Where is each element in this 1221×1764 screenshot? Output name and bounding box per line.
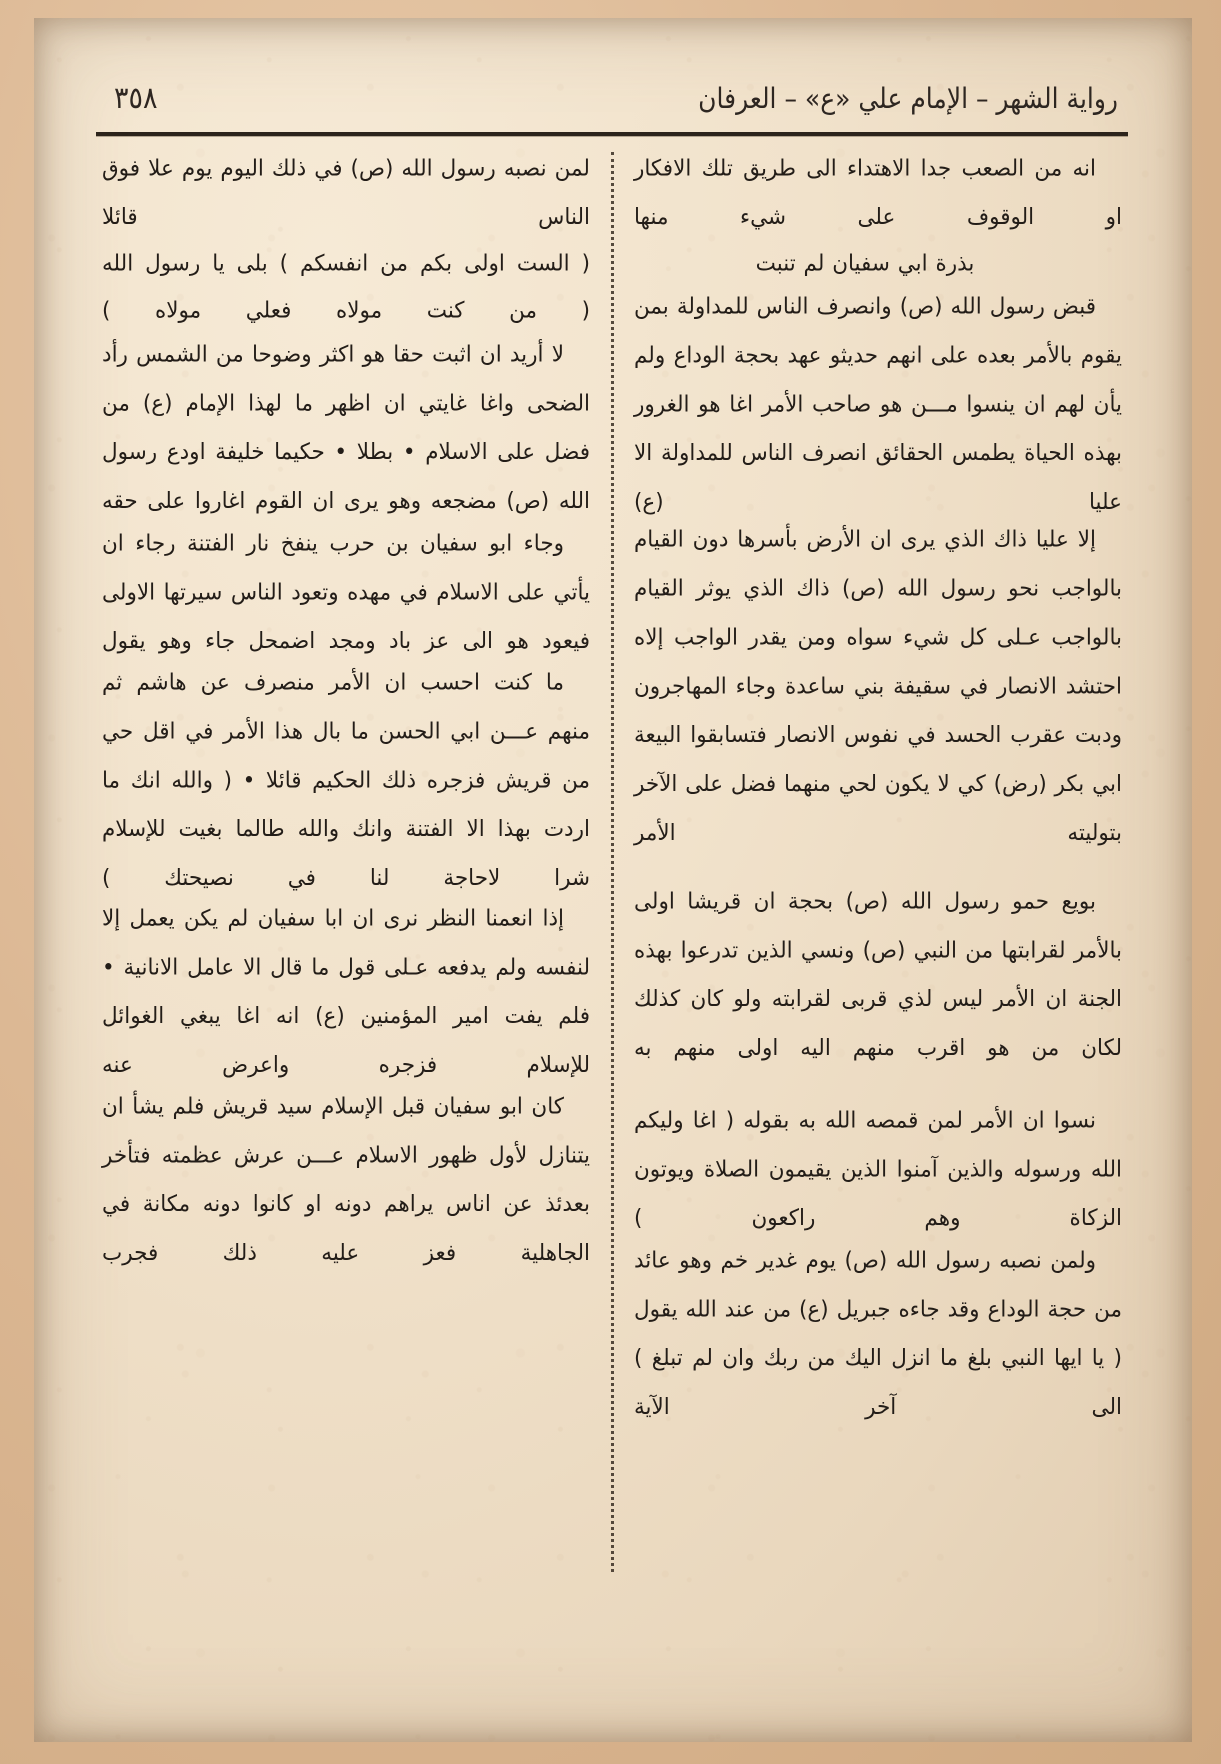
paragraph-quran-quote: نسوا ان الأمر لمن قمصه الله به بقوله ( اغا وليكم الله ورسوله والذين آمنوا الذين يقيمون الصلاة ويوتون الزكاة وهم راكعون ) xyxy=(634,1107,1122,1232)
column-right xyxy=(612,146,1128,1691)
paragraph: لا أريد ان اثبت حقا هو اكثر وضوحا من الشمس رأد الضحى واغا غايتي ان اظهر ما لهذا الإمام (ع) من فضل على الاسلام • بطلا • حكيما خليفة اودع رسول الله (ص) مضجعه وهو يرى ان القوم اغاروا على حقه xyxy=(102,341,590,515)
paragraph: وجاء ابو سفيان بن حرب ينفخ نار الفتنة رجاء ان يأتي على الاسلام في مهده وتعود الناس سيرتها الاولى فيعود هو الى عز باد ومجد اضمحل جاء وهو يقول xyxy=(102,530,590,655)
paragraph-hadith-quote: ( من كنت مولاه فعلي مولاه ) xyxy=(102,297,590,324)
column-left xyxy=(96,146,612,1691)
paragraph: لمن نصبه رسول الله (ص) في ذلك اليوم يوم علا فوق الناس قائلا xyxy=(102,155,590,231)
page-body xyxy=(96,146,1128,1691)
paragraph: ما كنت احسب ان الأمر منصرف عن هاشم ثم منهم عـــن ابي الحسن ما بال هذا الأمر في اقل حي من قريش فزجره ذلك الحكيم قائلا • ( والله انك ما اردت بهذا الا الفتنة وانك والله طالما بغيت للإسلام شرا لاحاجة لنا في نصيحتك ) xyxy=(102,669,590,892)
paragraph: بويع حمو رسول الله (ص) بحجة ان قريشا اولى بالأمر لقرابتها من النبي (ص) ونسي الذين تدرعوا بهذه الجنة ان الأمر ليس لذي قربى لقرابته ولو كان كذلك لكان من هو اقرب منهم اليه اولى منهم به xyxy=(634,888,1122,1062)
paragraph: كان ابو سفيان قبل الإسلام سيد قريش فلم يشأ ان يتنازل لأول ظهور الاسلام عـــن عرش عظمته فتأخر بعدئذ عن اناس يراهم دونه او كانوا دونه مكانة في الجاهلية فعز عليه ذلك فجرب xyxy=(102,1093,590,1267)
section-ornament-heading: بذرة ابي سفيان لم تنبت xyxy=(755,250,975,277)
paragraph: إلا عليا ذاك الذي يرى ان الأرض بأسرها دون القيام بالواجب نحو رسول الله (ص) ذاك الذي يوثر القيام بالواجب عـلى كل شيء سواه ومن يقدر الواجب إلاه احتشد الانصار في سقيفة بني ساعدة وجاء المهاجرون ودبت عقرب الحسد في نفوس الانصار فتسابقوا البيعة ابي بكر (رض) كي لا يكون لحي منهما فضل على الآخر بتوليته الأمر xyxy=(634,526,1122,847)
running-header xyxy=(108,70,1118,126)
header-rule-divider xyxy=(96,132,1128,136)
paragraph: انه من الصعب جدا الاهتداء الى طريق تلك الافكار او الوقوف على شيء منها xyxy=(634,155,1122,231)
paragraph-quran-quote: ولمن نصبه رسول الله (ص) يوم غدير خم وهو عائد من حجة الوداع وقد جاءه جبريل (ع) من عند الله يقول ( يا ايها النبي بلغ ما انزل اليك من ربك وان لم تبلغ ) الى آخر الآية xyxy=(634,1247,1122,1421)
page-number: ٣٥٨ xyxy=(114,80,158,116)
paragraph-spacer xyxy=(634,1069,1122,1099)
header-title: رواية الشهر – الإمام علي «ع» – العرفان xyxy=(698,81,1118,115)
paragraph: إذا انعمنا النظر نرى ان ابا سفيان لم يكن يعمل إلا لنفسه ولم يدفعه عـلى قول ما قال الا عامل الانانية • فلم يفت امير المؤمنين (ع) انه اغا يبغي الغوائل للإسلام فزجره واعرض عنه xyxy=(102,905,590,1079)
paragraph-hadith-quote: ( الست اولى بكم من انفسكم ) بلى يا رسول الله xyxy=(102,250,590,277)
page-sheet xyxy=(34,18,1192,1742)
paragraph: قبض رسول الله (ص) وانصرف الناس للمداولة بمن يقوم بالأمر بعده على انهم حديثو عهد بحجة الوداع ولم يأن لهم ان ينسوا مـــن هو صاحب الأمر اغا هو الغرور بهذه الحياة يطمس الحقائق انصرف الناس للمداولة الا عليا (ع) xyxy=(634,293,1122,516)
